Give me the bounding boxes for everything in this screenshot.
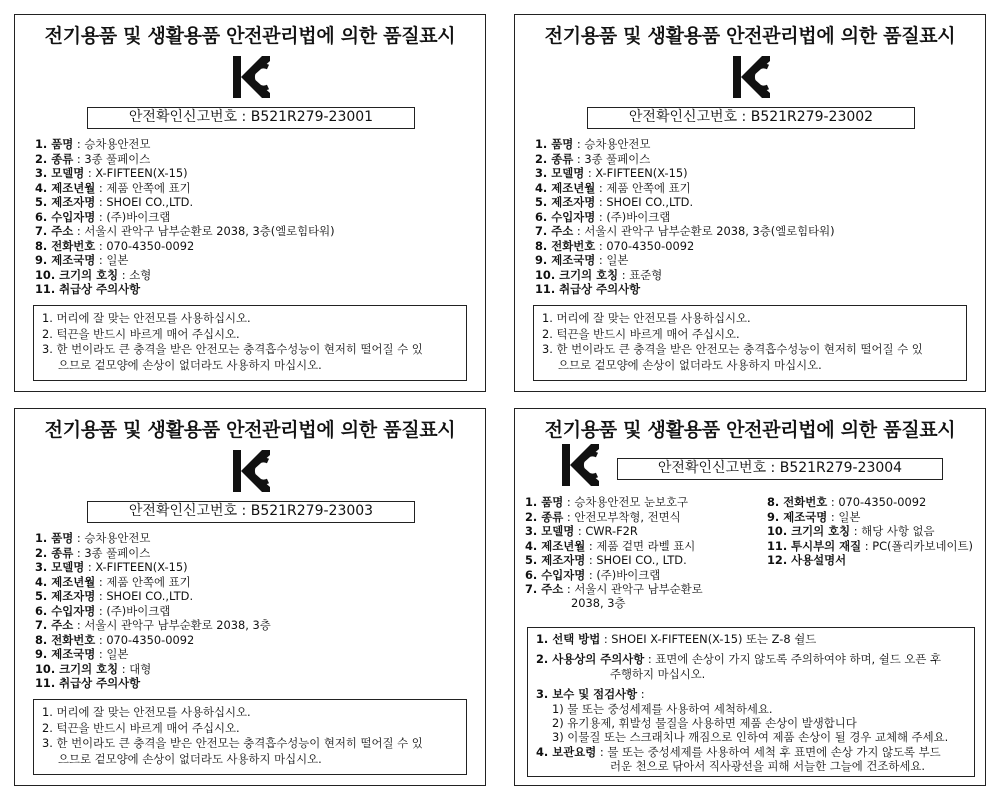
info-item xyxy=(535,210,835,225)
info-value: : X-FIFTEEN(X-15) xyxy=(584,166,688,180)
certification-number: 안전확인신고번호 : B521R279-23001 xyxy=(87,107,415,129)
info-item xyxy=(525,524,703,539)
label-title: 전기용품 및 생활용품 안전관리법에 의한 품질표시 xyxy=(44,25,456,47)
info-key: 4. 제조년월 xyxy=(35,180,96,195)
info-value: : 3종 풀페이스 xyxy=(573,151,651,166)
info-value: : 안전모부착형, 전면식 xyxy=(563,509,681,524)
info-value: : 제품 안쪽에 표기 xyxy=(95,180,191,195)
instruction-line xyxy=(536,687,966,701)
info-item xyxy=(35,546,271,561)
info-item xyxy=(525,495,703,510)
label-title: 전기용품 및 생활용품 안전관리법에 의한 품질표시 xyxy=(544,419,956,441)
info-item xyxy=(535,166,835,181)
info-item xyxy=(535,282,835,297)
info-key: 11. 취급상 주의사항 xyxy=(535,282,641,296)
info-key: 11. 취급상 주의사항 xyxy=(35,676,141,690)
info-value: : (주)바이크랩 xyxy=(95,603,171,618)
instruction-value: : xyxy=(637,687,645,702)
info-value: : SHOEI CO.,LTD. xyxy=(595,195,694,209)
info-item xyxy=(535,195,835,210)
info-item xyxy=(35,531,271,546)
quality-label-3 xyxy=(14,408,486,786)
info-item xyxy=(35,253,335,268)
info-item xyxy=(35,195,335,210)
info-key: 9. 제조국명 xyxy=(535,253,596,267)
quality-label-2 xyxy=(514,14,986,392)
caution-line: 1. 머리에 잘 맞는 안전모를 사용하십시오. xyxy=(42,311,251,325)
info-key: 1. 품명 xyxy=(35,531,74,545)
info-key: 10. 크기의 호칭 xyxy=(35,661,119,676)
info-key: 12. 사용설명서 xyxy=(767,553,847,567)
info-key: 1. 품명 xyxy=(535,137,574,151)
kc-mark-icon xyxy=(561,443,599,487)
caution-box xyxy=(33,699,467,775)
instruction-line: 주행하지 마십시오. xyxy=(610,666,706,681)
info-key: 10. 크기의 호칭 xyxy=(767,524,851,538)
info-item xyxy=(35,676,271,691)
info-key: 6. 수입자명 xyxy=(525,567,586,582)
info-item xyxy=(35,181,335,196)
info-value: : 승차용안전모 눈보호구 xyxy=(563,495,688,509)
info-value: : 일본 xyxy=(595,253,629,267)
info-item xyxy=(525,568,703,583)
info-item xyxy=(35,224,335,239)
instruction-line xyxy=(536,632,966,646)
info-value: : (주)바이크랩 xyxy=(95,209,171,224)
info-value: : 승차용안전모 xyxy=(73,531,151,545)
info-key: 8. 전화번호 xyxy=(535,238,596,253)
certification-number: 안전확인신고번호 : B521R279-23002 xyxy=(587,107,915,129)
caution-line: 으므로 겉모양에 손상이 없더라도 사용하지 마십시오. xyxy=(558,357,822,372)
instruction-line: 2) 유기용제, 휘발성 물질을 사용하면 제품 손상이 발생합니다 xyxy=(552,716,857,731)
product-info-list xyxy=(535,137,835,297)
info-key: 7. 주소 xyxy=(35,224,74,238)
instruction-line: 러운 천으로 닦아서 직사광선을 피해 서늘한 그늘에 건조하세요. xyxy=(610,759,926,774)
info-value: : 서울시 관악구 남부순환로 2038, 3층 xyxy=(73,618,271,632)
info-value: : 서울시 관악구 남부순환로 2038, 3층(엘로힘타워) xyxy=(573,224,835,238)
info-key: 5. 제조자명 xyxy=(35,195,96,209)
info-key: 5. 제조자명 xyxy=(525,553,586,567)
info-value: : CWR-F2R xyxy=(574,524,638,538)
info-item xyxy=(767,553,973,568)
info-key: 3. 모델명 xyxy=(35,560,85,574)
info-key: 2. 종류 xyxy=(535,151,574,166)
info-value: : 표준형 xyxy=(618,267,663,282)
caution-line: 2. 턱끈을 반드시 바르게 매어 주십시오. xyxy=(42,326,240,341)
info-value: : (주)바이크랩 xyxy=(595,209,671,224)
instruction-line: 1) 물 또는 중성세제를 사용하여 세척하세요. xyxy=(552,701,773,716)
info-value: : 제품 겉면 라벨 표시 xyxy=(585,538,696,553)
quality-label-4 xyxy=(514,408,986,786)
info-key: 7. 주소 xyxy=(525,582,564,596)
info-value: : 070-4350-0092 xyxy=(827,495,927,509)
instruction-value: : 표면에 손상이 가지 않도록 주의하여야 하며, 쉴드 오픈 후 xyxy=(644,652,941,667)
info-item xyxy=(525,510,703,525)
info-value: : 일본 xyxy=(95,647,129,661)
info-key: 10. 크기의 호칭 xyxy=(35,267,119,282)
info-value: : 대형 xyxy=(118,661,152,676)
caution-line: 3. 한 번이라도 큰 충격을 받은 안전모는 충격흡수성능이 현저히 떨어질 수 있 xyxy=(42,342,423,356)
info-value: : SHOEI CO.,LTD. xyxy=(95,589,194,603)
info-item xyxy=(35,152,335,167)
info-value: : 승차용안전모 xyxy=(573,137,651,151)
info-item xyxy=(767,495,973,510)
caution-line: 2. 턱끈을 반드시 바르게 매어 주십시오. xyxy=(542,326,740,341)
info-key: 3. 모델명 xyxy=(525,524,575,538)
info-value: : PC(폴리카보네이트) xyxy=(861,538,973,553)
info-value: : 3종 풀페이스 xyxy=(73,545,151,560)
info-key: 4. 제조년월 xyxy=(535,180,596,195)
info-item xyxy=(525,582,703,597)
info-item xyxy=(35,575,271,590)
instruction-key: 3. 보수 및 점검사항 xyxy=(536,687,638,702)
info-value: : X-FIFTEEN(X-15) xyxy=(84,166,188,180)
info-key: 1. 품명 xyxy=(35,137,74,151)
info-key: 9. 제조국명 xyxy=(767,509,828,524)
info-value: : 일본 xyxy=(827,509,861,524)
info-value: : (주)바이크랩 xyxy=(585,567,661,582)
info-item xyxy=(35,137,335,152)
info-value: : 제품 안쪽에 표기 xyxy=(595,180,691,195)
info-key: 2. 종류 xyxy=(35,151,74,166)
info-item xyxy=(535,268,835,283)
info-key: 5. 제조자명 xyxy=(535,195,596,209)
address-continuation: 2038, 3층 xyxy=(571,596,626,610)
info-item xyxy=(535,152,835,167)
info-item xyxy=(767,510,973,525)
info-key: 9. 제조국명 xyxy=(35,253,96,267)
info-value: : X-FIFTEEN(X-15) xyxy=(84,560,188,574)
info-key: 4. 제조년월 xyxy=(35,574,96,589)
info-item xyxy=(35,647,271,662)
info-item xyxy=(35,589,271,604)
instruction-value: : SHOEI X-FIFTEEN(X-15) 또는 Z-8 쉴드 xyxy=(600,632,817,646)
product-info-list xyxy=(35,137,335,297)
info-item xyxy=(535,253,835,268)
info-key: 11. 투시부의 재질 xyxy=(767,538,862,553)
instructions-box xyxy=(527,627,975,777)
caution-line: 으므로 겉모양에 손상이 없더라도 사용하지 마십시오. xyxy=(58,751,322,766)
info-value: : SHOEI CO.,LTD. xyxy=(95,195,194,209)
kc-mark-icon xyxy=(232,55,270,99)
instruction-line xyxy=(536,652,966,666)
info-value: : 070-4350-0092 xyxy=(95,632,195,647)
info-key: 11. 취급상 주의사항 xyxy=(35,282,141,296)
info-item xyxy=(35,239,335,254)
info-value: : 해당 사항 없음 xyxy=(850,524,935,538)
info-value: : 서울시 관악구 남부순환로 2038, 3층(엘로힘타워) xyxy=(73,224,335,238)
caution-line: 3. 한 번이라도 큰 충격을 받은 안전모는 충격흡수성능이 현저히 떨어질 수 있 xyxy=(42,736,423,750)
info-key: 1. 품명 xyxy=(525,495,564,509)
info-key: 2. 종류 xyxy=(525,509,564,524)
certification-number: 안전확인신고번호 : B521R279-23003 xyxy=(87,501,415,523)
info-item xyxy=(35,633,271,648)
info-item xyxy=(35,618,271,633)
info-key: 6. 수입자명 xyxy=(35,209,96,224)
instruction-value: : 물 또는 중성세제를 사용하여 세척 후 표면에 손상 가지 않도록 부드 xyxy=(596,744,941,759)
info-item xyxy=(525,539,703,554)
caution-line: 1. 머리에 잘 맞는 안전모를 사용하십시오. xyxy=(542,311,751,325)
info-value: : 서울시 관악구 남부순환로 xyxy=(563,582,703,596)
info-item xyxy=(767,539,973,554)
product-info-list xyxy=(35,531,271,691)
info-item xyxy=(535,137,835,152)
info-item xyxy=(535,224,835,239)
info-key: 8. 전화번호 xyxy=(35,632,96,647)
caution-line: 2. 턱끈을 반드시 바르게 매어 주십시오. xyxy=(42,720,240,735)
info-item xyxy=(35,282,335,297)
info-key: 5. 제조자명 xyxy=(35,589,96,603)
info-key: 8. 전화번호 xyxy=(35,238,96,253)
info-item xyxy=(35,210,335,225)
info-key: 3. 모델명 xyxy=(535,166,585,180)
instruction-line xyxy=(536,745,966,759)
info-value: : 3종 풀페이스 xyxy=(73,151,151,166)
instruction-key: 2. 사용상의 주의사항 xyxy=(536,652,645,667)
info-key: 6. 수입자명 xyxy=(35,603,96,618)
info-value: : 070-4350-0092 xyxy=(595,238,695,253)
info-item xyxy=(35,268,335,283)
info-item xyxy=(525,553,703,568)
info-key: 9. 제조국명 xyxy=(35,647,96,661)
caution-box xyxy=(33,305,467,381)
caution-box xyxy=(533,305,967,381)
info-key: 4. 제조년월 xyxy=(525,538,586,553)
certification-number: 안전확인신고번호 : B521R279-23004 xyxy=(617,458,943,480)
info-key: 10. 크기의 호칭 xyxy=(535,267,619,282)
info-item xyxy=(535,239,835,254)
instruction-line: 3) 이물질 또는 스크래치나 깨짐으로 인하여 제품 손상이 될 경우 교체해 주세요. xyxy=(552,730,949,745)
info-item xyxy=(35,604,271,619)
info-key: 3. 모델명 xyxy=(35,166,85,180)
info-key: 2. 종류 xyxy=(35,545,74,560)
info-value: : SHOEI CO., LTD. xyxy=(585,553,687,567)
info-item xyxy=(35,560,271,575)
info-key: 7. 주소 xyxy=(535,224,574,238)
kc-mark-icon xyxy=(732,55,770,99)
info-value: : 070-4350-0092 xyxy=(95,238,195,253)
caution-line: 1. 머리에 잘 맞는 안전모를 사용하십시오. xyxy=(42,705,251,719)
info-value: : 소형 xyxy=(118,267,152,282)
info-key: 7. 주소 xyxy=(35,618,74,632)
info-item xyxy=(35,662,271,677)
label-title: 전기용품 및 생활용품 안전관리법에 의한 품질표시 xyxy=(544,25,956,47)
product-info-list-left xyxy=(525,495,703,597)
info-value: : 제품 안쪽에 표기 xyxy=(95,574,191,589)
caution-line: 3. 한 번이라도 큰 충격을 받은 안전모는 충격흡수성능이 현저히 떨어질 수 있 xyxy=(542,342,923,356)
instruction-key: 4. 보관요령 xyxy=(536,744,597,759)
instruction-key: 1. 선택 방법 xyxy=(536,632,601,646)
quality-label-1 xyxy=(14,14,486,392)
info-value: : 승차용안전모 xyxy=(73,137,151,151)
info-item xyxy=(535,181,835,196)
info-item xyxy=(35,166,335,181)
product-info-list-right xyxy=(767,495,973,568)
kc-mark-icon xyxy=(232,449,270,493)
info-value: : 일본 xyxy=(95,253,129,267)
info-item xyxy=(767,524,973,539)
info-key: 8. 전화번호 xyxy=(767,495,828,509)
label-title: 전기용품 및 생활용품 안전관리법에 의한 품질표시 xyxy=(44,419,456,441)
caution-line: 으므로 겉모양에 손상이 없더라도 사용하지 마십시오. xyxy=(58,357,322,372)
info-key: 6. 수입자명 xyxy=(535,209,596,224)
